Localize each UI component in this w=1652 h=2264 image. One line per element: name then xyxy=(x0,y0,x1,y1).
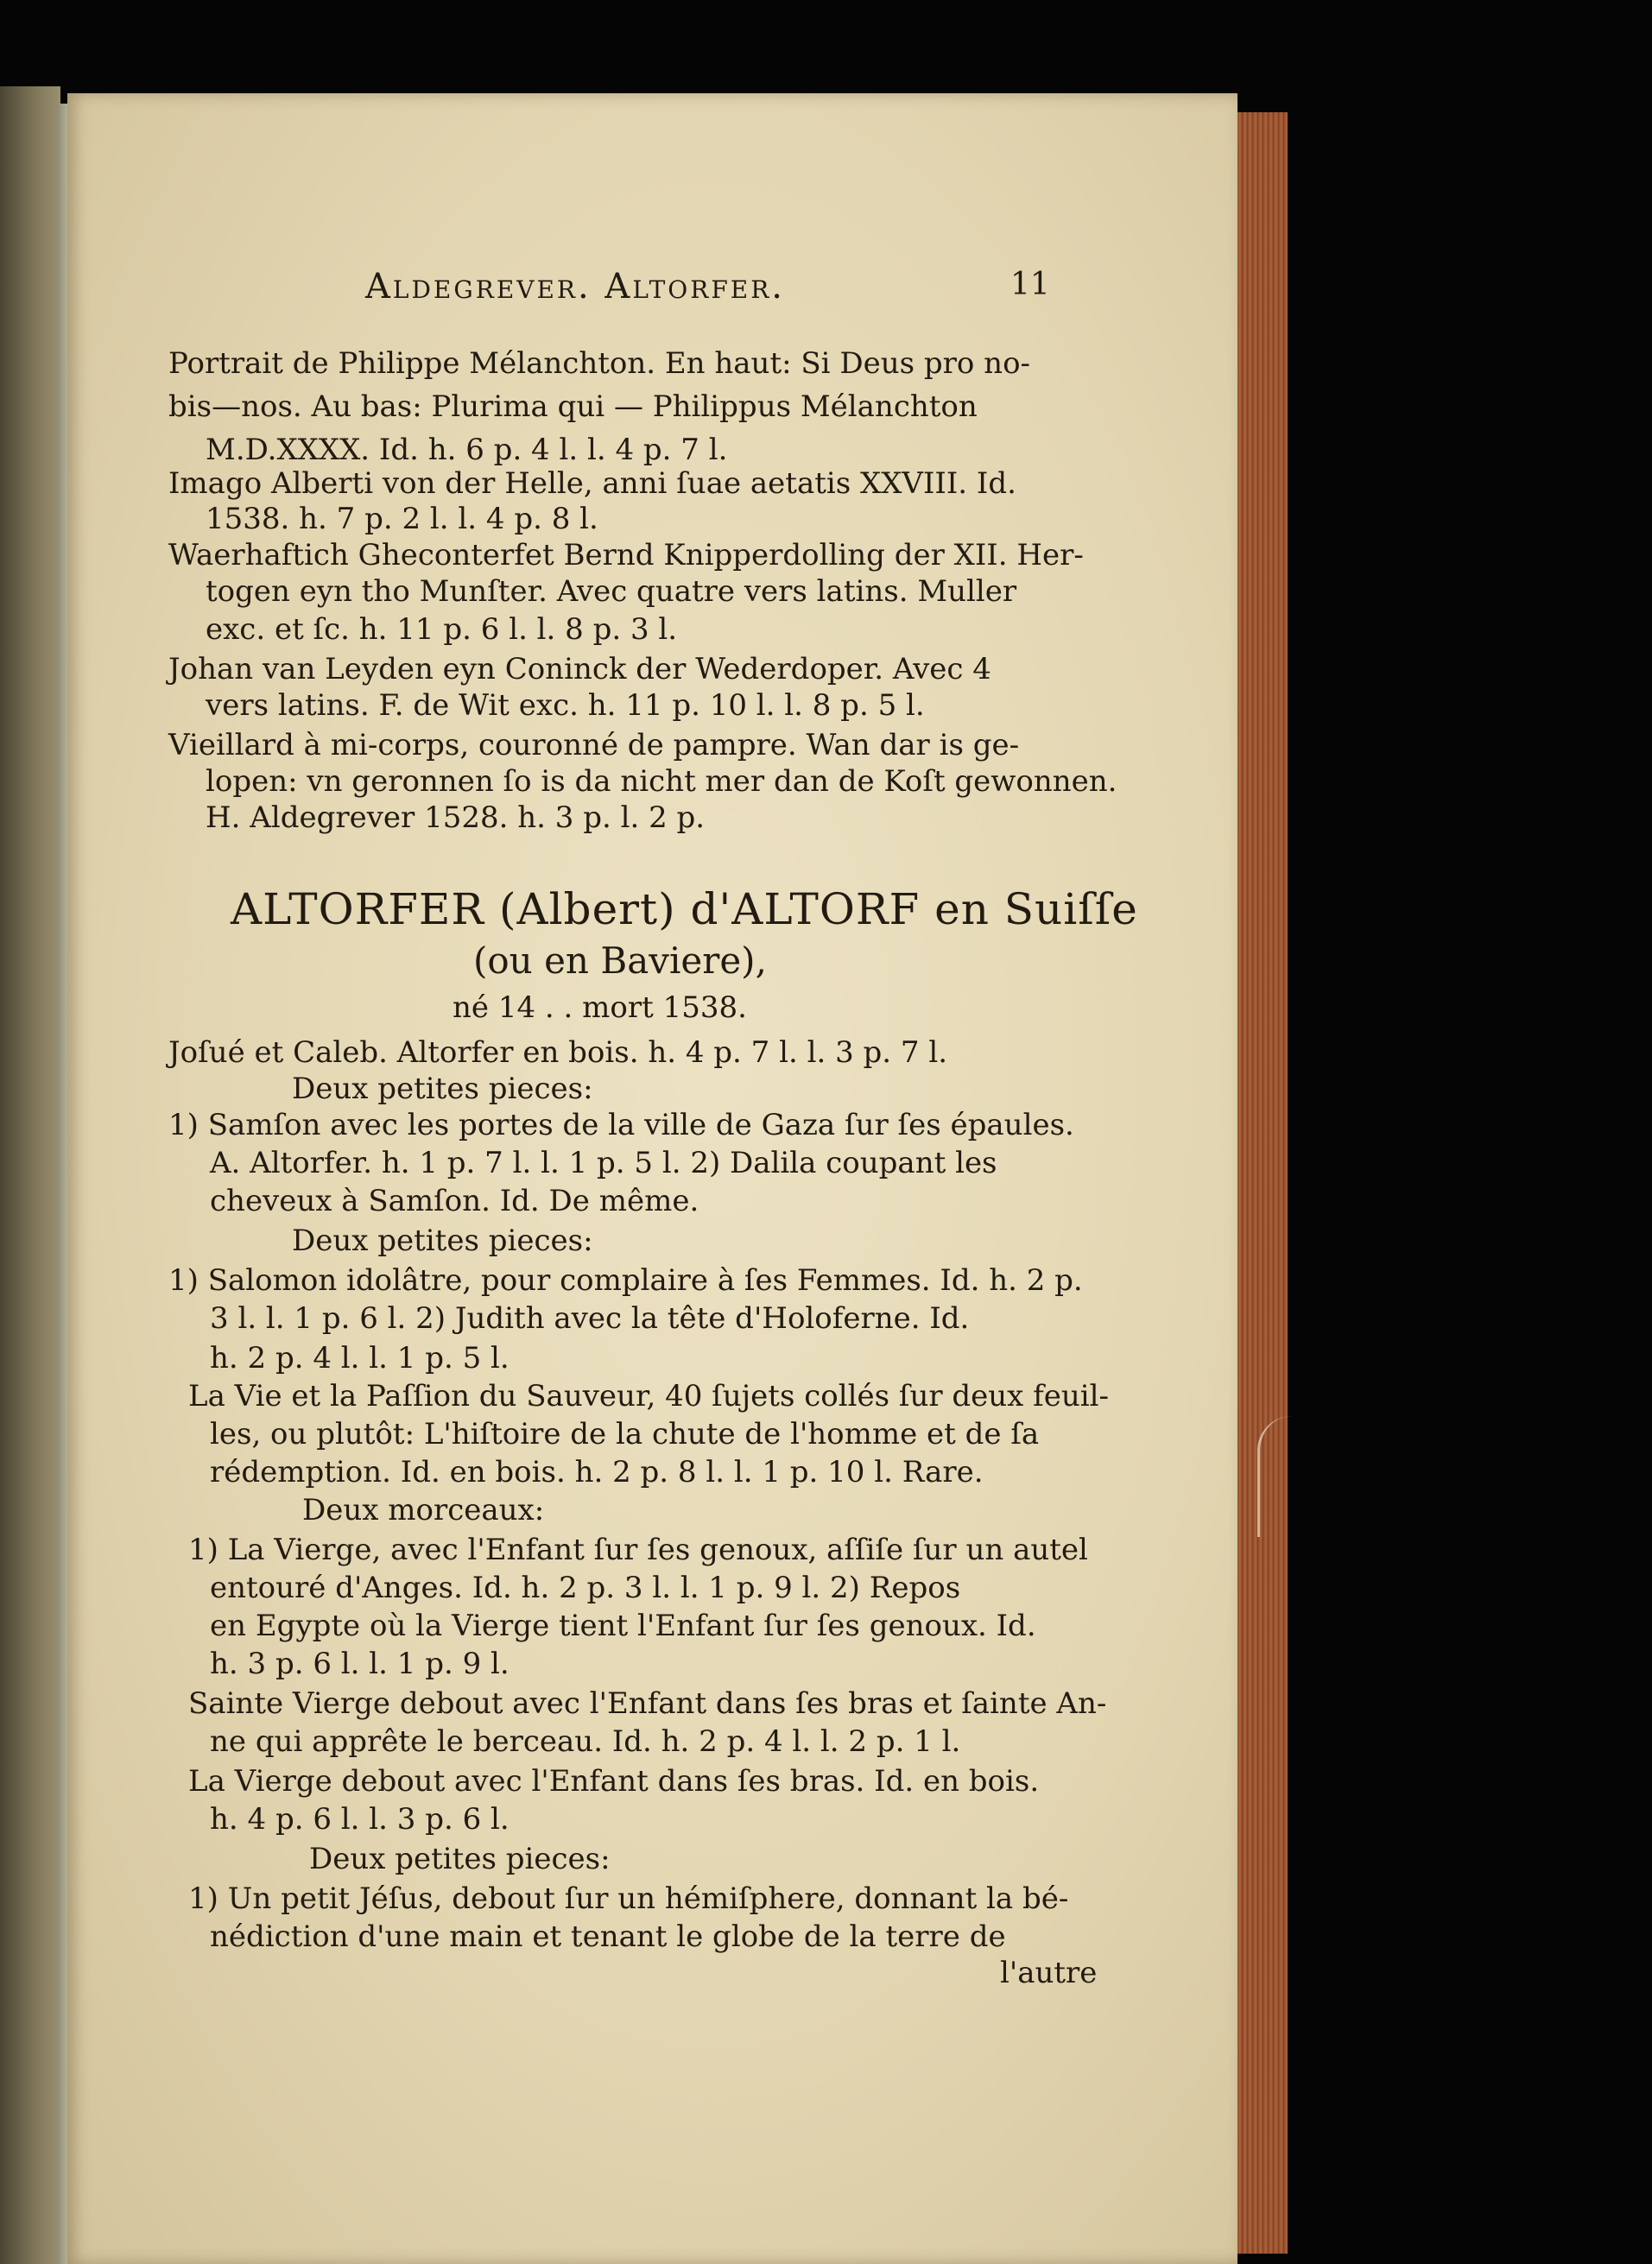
text-line: h. 4 p. 6 l. l. 3 p. 6 l. xyxy=(210,1802,510,1837)
section-subheading: (ou en Baviere), xyxy=(473,939,767,982)
text-line: ne qui apprête le berceau. Id. h. 2 p. 4 l. l. 2 p. 1 l. xyxy=(210,1724,961,1759)
text-line: 1) Salomon idolâtre, pour complaire à ſes Femmes. Id. h. 2 p. xyxy=(168,1263,1083,1298)
text-line: h. 3 p. 6 l. l. 1 p. 9 l. xyxy=(210,1647,510,1681)
text-line: Deux morceaux: xyxy=(302,1493,545,1527)
section-dates: né 14 . . mort 1538. xyxy=(453,990,747,1025)
text-line: Deux petites pieces: xyxy=(309,1842,611,1876)
text-line: les, ou plutôt: L'hiſtoire de la chute de l'homme et de ſa xyxy=(210,1417,1040,1451)
text-line: La Vie et la Paſſion du Sauveur, 40 ſujets collés ſur deux feuil- xyxy=(188,1379,1110,1413)
text-line: togen eyn tho Munſter. Avec quatre vers latins. Muller xyxy=(206,574,1017,609)
text-line: Imago Alberti von der Helle, anni ſuae aetatis XXVIII. Id. xyxy=(168,466,1016,501)
text-line: en Egypte où la Vierge tient l'Enfant ſur ſes genoux. Id. xyxy=(210,1609,1036,1643)
text-line: 1) Un petit Jéſus, debout ſur un hémiſphere, donnant la bé- xyxy=(188,1881,1069,1916)
text-line: Waerhaftich Gheconterfet Bernd Knipperdolling der XII. Her- xyxy=(168,538,1084,572)
text-line: entouré d'Anges. Id. h. 2 p. 3 l. l. 1 p. 9 l. 2) Repos xyxy=(210,1571,961,1605)
text-line: 3 l. l. 1 p. 6 l. 2) Judith avec la tête d'Holoferne. Id. xyxy=(210,1301,970,1336)
text-line: bis—nos. Au bas: Plurima qui — Philippus Mélanchton xyxy=(168,389,978,424)
text-line: La Vierge debout avec l'Enfant dans ſes bras. Id. en bois. xyxy=(188,1764,1040,1799)
section-heading: ALTORFER (Albert) d'ALTORF en Suiſſe xyxy=(231,884,1138,934)
text-line: Deux petites pieces: xyxy=(292,1224,593,1258)
text-line: Johan van Leyden eyn Coninck der Wederdoper. Avec 4 xyxy=(168,652,991,686)
text-line: Sainte Vierge debout avec l'Enfant dans ſes bras et ſainte An- xyxy=(188,1686,1107,1721)
page-marker xyxy=(1257,1416,1294,1537)
text-line: Deux petites pieces: xyxy=(292,1072,593,1106)
text-line: Vieillard à mi-corps, couronné de pampre. Wan dar is ge- xyxy=(168,728,1020,762)
left-page-edge xyxy=(0,86,60,2264)
text-line: A. Altorfer. h. 1 p. 7 l. l. 1 p. 5 l. 2) Dalila coupant les xyxy=(210,1146,997,1180)
text-line: cheveux à Samſon. Id. De même. xyxy=(210,1184,699,1218)
text-line: nédiction d'une main et tenant le globe de la terre de xyxy=(210,1919,1006,1954)
text-line: h. 2 p. 4 l. l. 1 p. 5 l. xyxy=(210,1341,510,1375)
text-line: 1538. h. 7 p. 2 l. l. 4 p. 8 l. xyxy=(206,502,598,536)
text-line: 1) La Vierge, avec l'Enfant ſur ſes genoux, aſſiſe ſur un autel xyxy=(188,1533,1088,1567)
text-line: H. Aldegrever 1528. h. 3 p. l. 2 p. xyxy=(206,800,706,835)
page-block-edge xyxy=(1237,112,1288,2254)
text-line: 1) Samſon avec les portes de la ville de Gaza ſur ſes épaules. xyxy=(168,1108,1074,1142)
page-number: 11 xyxy=(1010,267,1050,302)
text-line: vers latins. F. de Wit exc. h. 11 p. 10 l. l. 8 p. 5 l. xyxy=(206,688,925,723)
text-line: exc. et ſc. h. 11 p. 6 l. l. 8 p. 3 l. xyxy=(206,612,678,647)
text-line: Joſué et Caleb. Altorfer en bois. h. 4 p. 7 l. l. 3 p. 7 l. xyxy=(168,1035,948,1070)
text-line: lopen: vn geronnen ſo is da nicht mer dan de Koſt gewonnen. xyxy=(206,764,1117,799)
running-header-title: Aldegrever. Altorfer. xyxy=(365,267,786,307)
catchword: l'autre xyxy=(1000,1956,1098,1990)
text-line: M.D.XXXX. Id. h. 6 p. 4 l. l. 4 p. 7 l. xyxy=(206,433,728,467)
text-line: rédemption. Id. en bois. h. 2 p. 8 l. l. 1 p. 10 l. Rare. xyxy=(210,1455,984,1489)
text-line: Portrait de Philippe Mélanchton. En haut: Si Deus pro no- xyxy=(168,346,1031,381)
